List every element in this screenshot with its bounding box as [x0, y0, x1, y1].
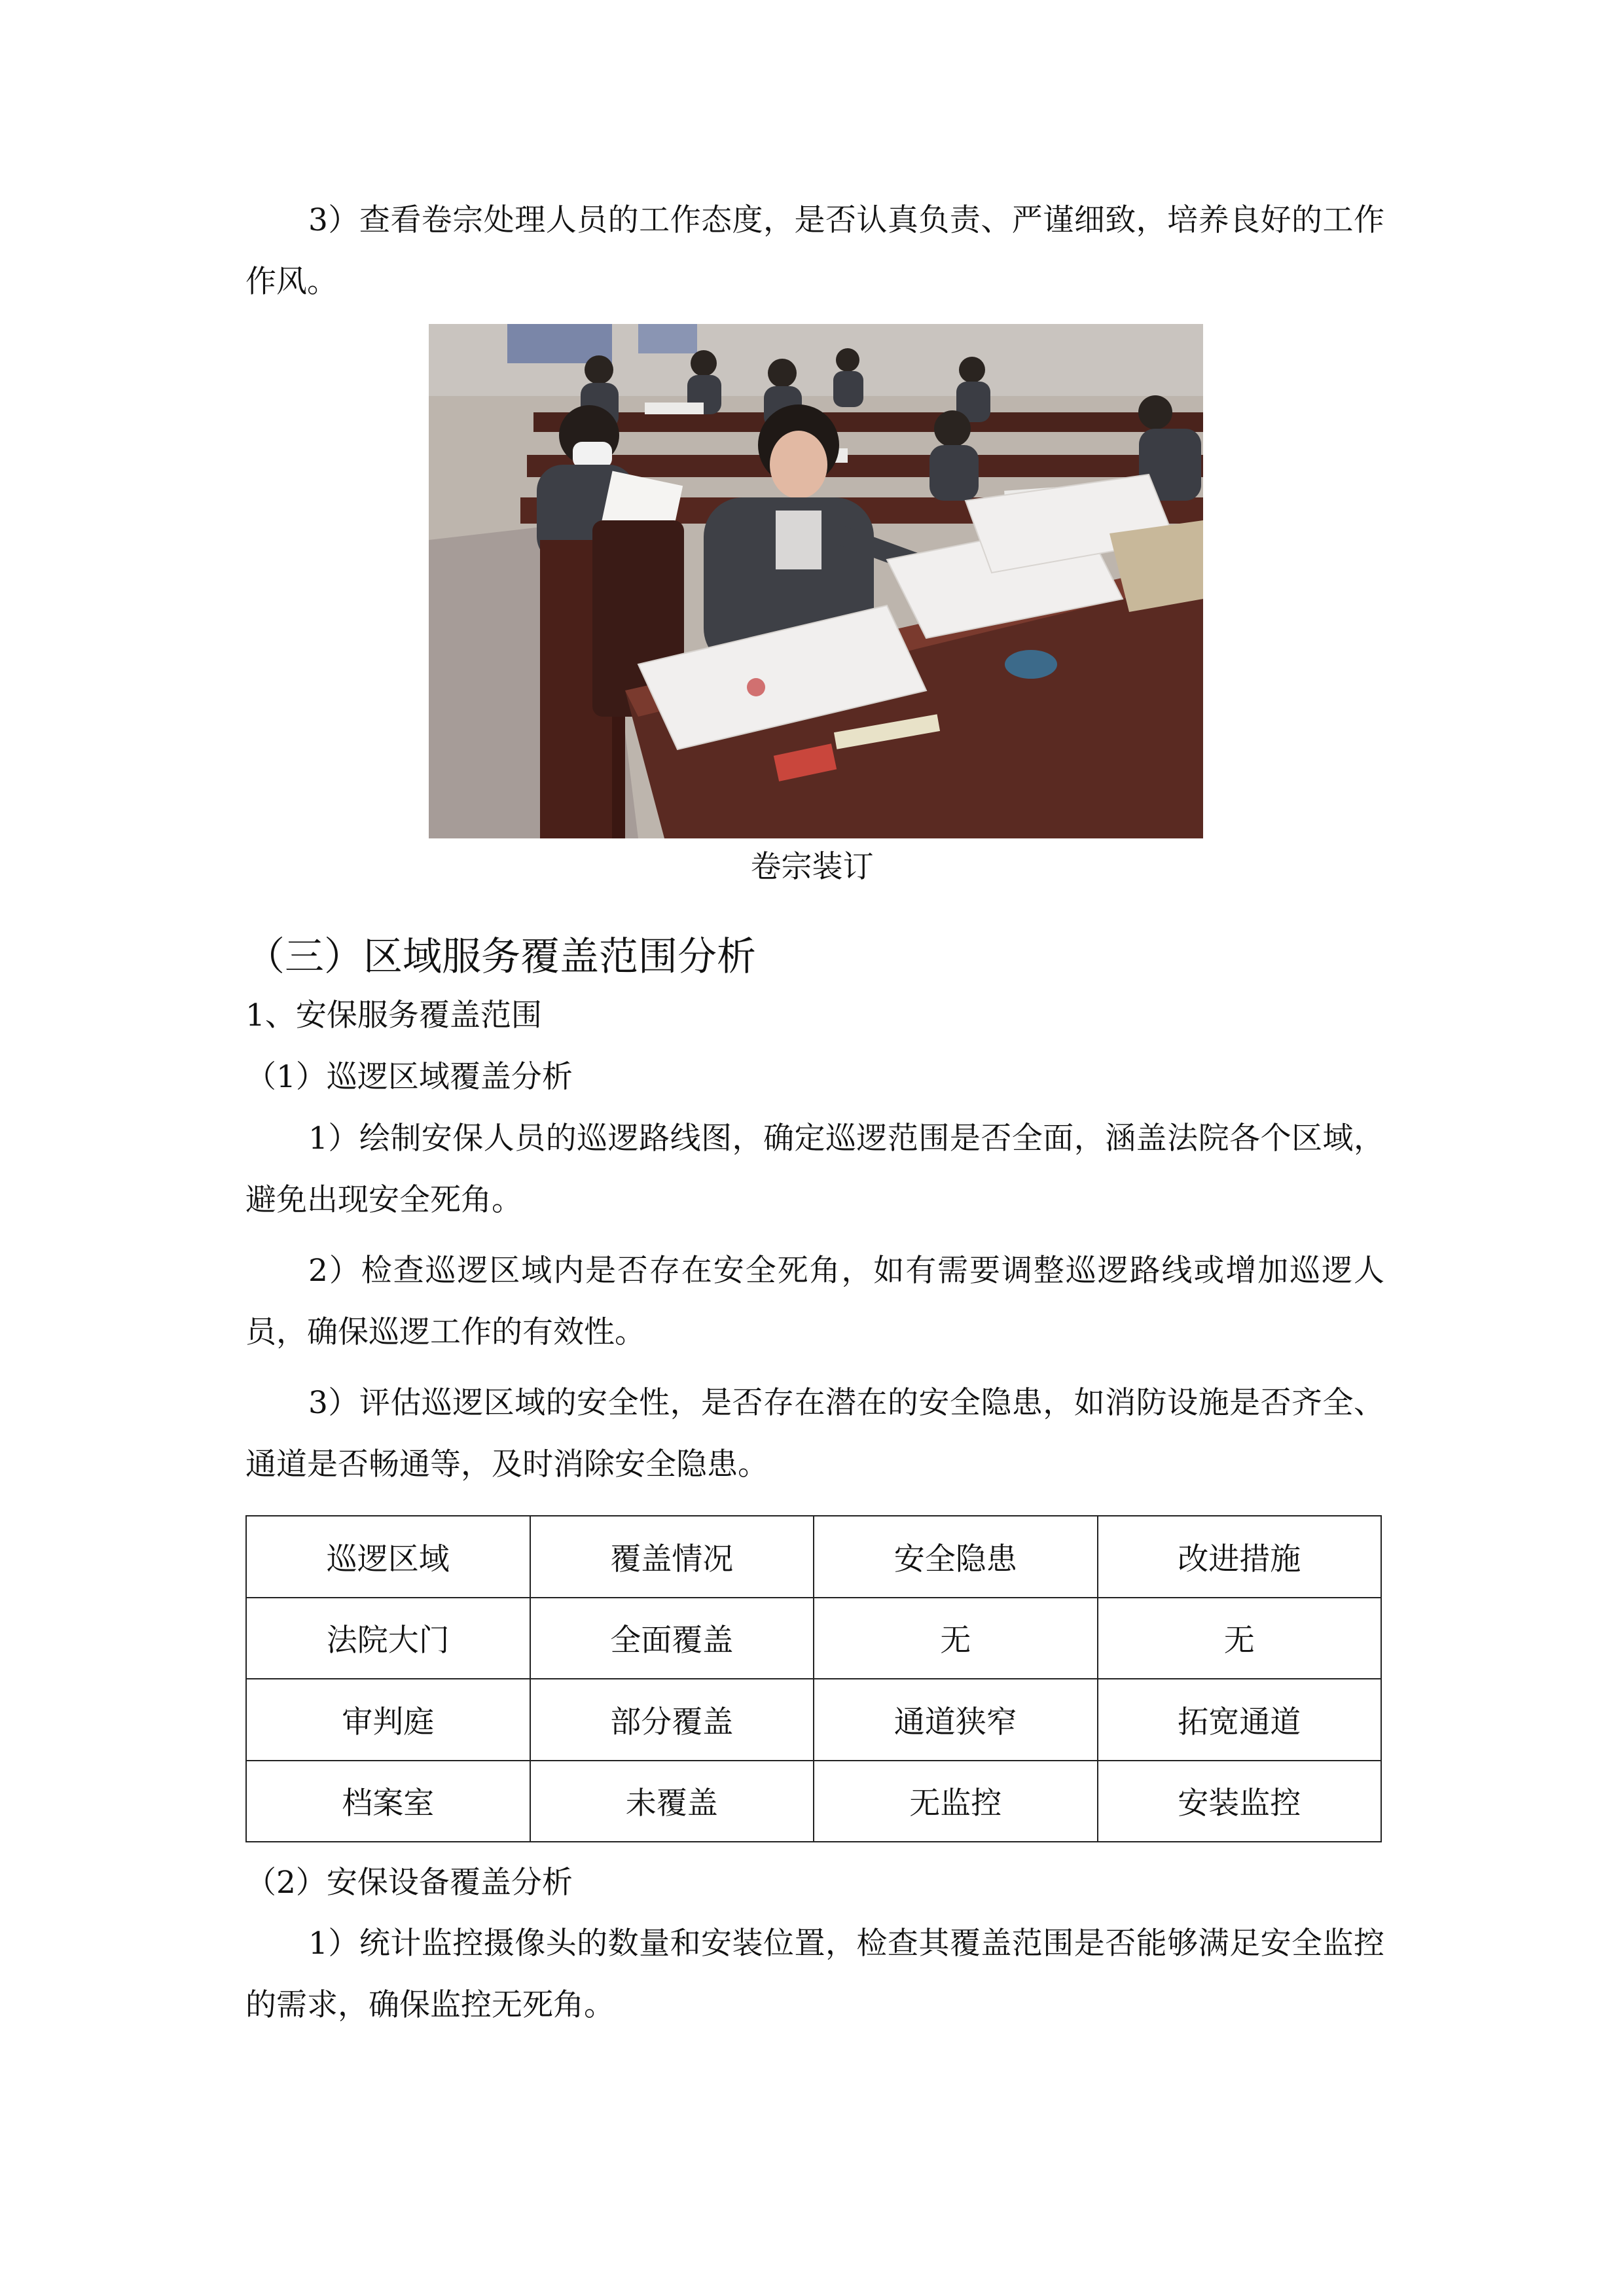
table-cell: 未覆盖 — [530, 1761, 814, 1842]
intro-paragraph: 3）查看卷宗处理人员的工作态度，是否认真负责、严谨细致，培养良好的工作作风。 — [245, 202, 1384, 300]
subsection-title: 1、安保服务覆盖范围 — [245, 997, 542, 1033]
table-header-row — [246, 1516, 1381, 1598]
photo-illustration — [429, 324, 1203, 838]
table-header-cell: 巡逻区域 — [246, 1516, 530, 1598]
table-cell: 档案室 — [246, 1761, 530, 1842]
table-cell: 通道狭窄 — [814, 1679, 1098, 1761]
table-cell: 无 — [814, 1598, 1098, 1679]
table-header-cell: 安全隐患 — [814, 1516, 1098, 1598]
figure-caption: 卷宗装订 — [750, 849, 874, 885]
patrol-coverage-table — [245, 1515, 1382, 1842]
table-cell: 法院大门 — [246, 1598, 530, 1679]
table-row — [246, 1679, 1381, 1761]
table-row — [246, 1761, 1381, 1842]
equipment-point-1: 1）统计监控摄像头的数量和安装位置，检查其覆盖范围是否能够满足安全监控的需求，确保监控无死角。 — [245, 1926, 1384, 2023]
table-cell: 拓宽通道 — [1098, 1679, 1382, 1761]
subsubsection-title-2: （2）安保设备覆盖分析 — [245, 1865, 573, 1901]
table-header-cell: 改进措施 — [1098, 1516, 1382, 1598]
table-row — [246, 1598, 1381, 1679]
archive-binding-photo — [429, 324, 1203, 838]
table-cell: 全面覆盖 — [530, 1598, 814, 1679]
subsubsection-title: （1）巡逻区域覆盖分析 — [245, 1059, 573, 1095]
table-header-cell: 覆盖情况 — [530, 1516, 814, 1598]
patrol-point-2: 2）检查巡逻区域内是否存在安全死角，如有需要调整巡逻路线或增加巡逻人员，确保巡逻工作的有效性。 — [245, 1253, 1384, 1350]
table-cell: 审判庭 — [246, 1679, 530, 1761]
section-heading: （三）区域服务覆盖范围分析 — [245, 934, 756, 980]
table-cell: 安装监控 — [1098, 1761, 1382, 1842]
patrol-point-3: 3）评估巡逻区域的安全性，是否存在潜在的安全隐患，如消防设施是否齐全、通道是否畅通等，及时消除安全隐患。 — [245, 1385, 1384, 1482]
table-cell: 无 — [1098, 1598, 1382, 1679]
table-cell: 无监控 — [814, 1761, 1098, 1842]
patrol-point-1: 1）绘制安保人员的巡逻路线图，确定巡逻范围是否全面，涵盖法院各个区域，避免出现安全死角。 — [245, 1121, 1384, 1218]
table-cell: 部分覆盖 — [530, 1679, 814, 1761]
